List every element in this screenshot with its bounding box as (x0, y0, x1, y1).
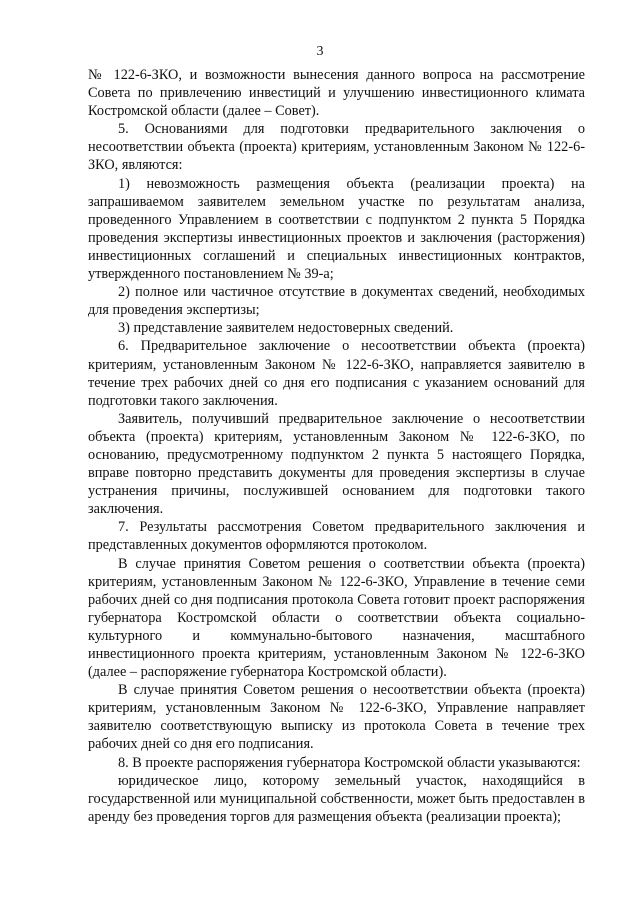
page-number: 3 (316, 44, 324, 59)
paragraph-continuation: № 122-6-ЗКО, и возможности вынесения данного вопроса на рассмотрение Совета по привлечению инвестиций и улучшению инвестиционного климата Костромской области (далее – Совет). (88, 67, 585, 120)
paragraph-subitem-3: 3) представление заявителем недостоверных сведений. (118, 320, 454, 337)
paragraph-compliance-decision: В случае принятия Советом решения о соответствии объекта (проекта) критериям, установленным Законом № 122-6-ЗКО, Управление в течение семи рабочих дней со дня подписания протокола Совета готовит проект распоряжения губернатора Костромской области о соответствии объекта социально-культурного и коммунально-бытового назначения, масштабного инвестиционного проекта критериям, установленным Законом № 122-6-ЗКО (далее – распоряжение губернатора Костромской области). (88, 555, 585, 681)
paragraph-item-7: 7. Результаты рассмотрения Советом предварительного заключения и представленных документов оформляются протоколом. (88, 519, 585, 554)
paragraph-item-6: 6. Предварительное заключение о несоответствии объекта (проекта) критериям, установленным Законом № 122-6-ЗКО, направляется заявителю в течение трех рабочих дней со дня его подписания с указанием оснований для подготовки такого заключения. (88, 338, 585, 409)
paragraph-item-8: 8. В проекте распоряжения губернатора Костромской области указываются: (118, 754, 581, 771)
paragraph-subitem-1: 1) невозможность размещения объекта (реализации проекта) на запрашиваемом заявителем земельном участке по результатам анализа, проведенного Управлением в соответствии с подпунктом 2 пункта 5 Порядка проведения экспертизы инвестиционных проектов и заключения (расторжения) инвестиционных соглашений и специальных инвестиционных контрактов, утвержденного постановлением № 39-а; (88, 175, 585, 283)
paragraph-legal-entity: юридическое лицо, которому земельный участок, находящийся в государственной или муниципальной собственности, может быть предоставлен в аренду без проведения торгов для размещения объекта (реализации проекта); (88, 772, 585, 825)
paragraph-noncompliance-decision: В случае принятия Советом решения о несоответствии объекта (проекта) критериям, установленным Законом № 122-6-ЗКО, Управление направляет заявителю соответствующую выписку из протокола Совета в течение трех рабочих дней со дня его подписания. (88, 682, 585, 753)
paragraph-subitem-2: 2) полное или частичное отсутствие в документах сведений, необходимых для проведения экспертизы; (88, 284, 585, 319)
paragraph-item-5: 5. Основаниями для подготовки предварительного заключения о несоответствии объекта (проекта) критериям, установленным Законом № 122-6-ЗКО, являются: (88, 121, 585, 174)
paragraph-applicant-resubmission: Заявитель, получивший предварительное заключение о несоответствии объекта (проекта) критериям, установленным Законом № 122-6-ЗКО, по основанию, предусмотренному подпунктом 2 пункта 5 настоящего Порядка, вправе повторно представить документы для проведения экспертизы в случае устранения причины, послужившей основанием для подготовки такого заключения. (88, 410, 585, 518)
document-body (88, 66, 585, 826)
